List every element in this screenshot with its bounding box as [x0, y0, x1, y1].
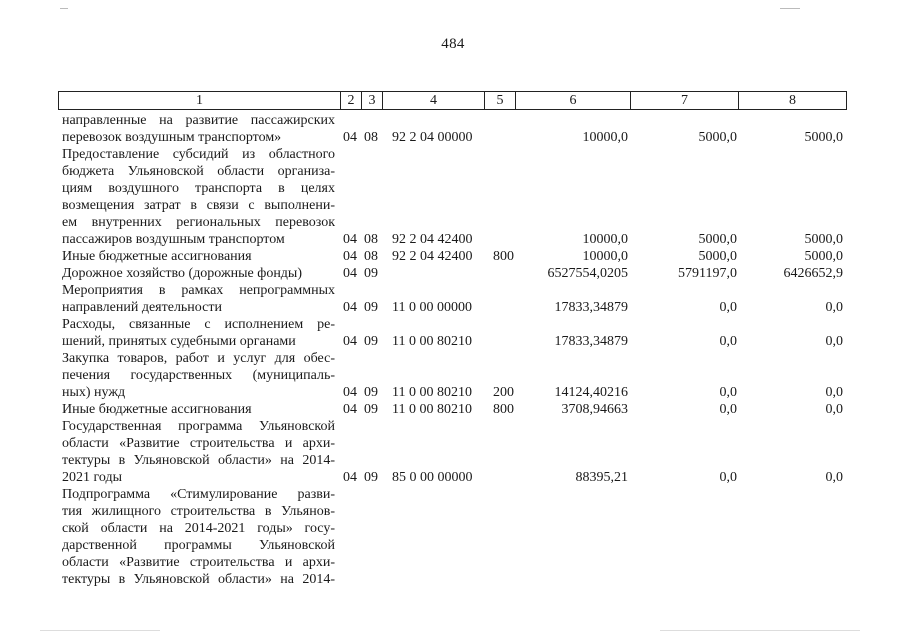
amount-col-7: 0,0: [719, 300, 737, 315]
row-text-line: ем внутренних региональных перевозок: [62, 215, 335, 230]
amount-col-6: 10000,0: [582, 249, 628, 264]
expense-type-code: 200: [493, 385, 514, 400]
section-code: 04: [343, 402, 357, 417]
section-code: 04: [343, 130, 357, 145]
amount-col-8: 0,0: [825, 385, 843, 400]
target-article-code: 11 0 00 80210: [392, 402, 472, 417]
row-text-line: Подпрограмма «Стимулирование разви-: [62, 487, 335, 502]
page-number: 484: [441, 36, 465, 52]
target-article-code: 11 0 00 80210: [392, 385, 472, 400]
table-header-row: [58, 91, 847, 110]
scan-speck: [780, 8, 800, 9]
row-text-line: пассажиров воздушным транспортом: [62, 232, 285, 247]
row-text-line: направлений деятельности: [62, 300, 222, 315]
amount-col-6: 17833,34879: [554, 300, 628, 315]
row-text-line: Предоставление субсидий из областного: [62, 147, 335, 162]
subsection-code: 09: [364, 470, 378, 485]
amount-col-7: 5791197,0: [678, 266, 737, 281]
amount-col-8: 5000,0: [804, 249, 843, 264]
section-code: 04: [343, 266, 357, 281]
row-text-line: тектуры в Ульяновской области» на 2014-: [62, 572, 335, 587]
scan-speck: [40, 630, 160, 631]
subsection-code: 09: [364, 266, 378, 281]
row-text-line: Закупка товаров, работ и услуг для обес-: [62, 351, 335, 366]
row-text-line: тия жилищного строительства в Ульянов-: [62, 504, 335, 519]
section-code: 04: [343, 334, 357, 349]
amount-col-6: 17833,34879: [554, 334, 628, 349]
subsection-code: 08: [364, 130, 378, 145]
amount-col-6: 3708,94663: [561, 402, 628, 417]
target-article-code: 11 0 00 00000: [392, 300, 472, 315]
target-article-code: 11 0 00 80210: [392, 334, 472, 349]
target-article-code: 92 2 04 42400: [392, 249, 473, 264]
section-code: 04: [343, 470, 357, 485]
target-article-code: 92 2 04 00000: [392, 130, 473, 145]
subsection-code: 09: [364, 334, 378, 349]
amount-col-7: 5000,0: [698, 232, 737, 247]
column-header-2: 2: [340, 92, 361, 109]
amount-col-6: 14124,40216: [554, 385, 628, 400]
row-text-line: ской области на 2014-2021 годы» госу-: [62, 521, 335, 536]
amount-col-8: 0,0: [825, 300, 843, 315]
amount-col-6: 88395,21: [575, 470, 628, 485]
row-text-line: дарственной программы Ульяновской: [62, 538, 335, 553]
row-text-line: циям воздушного транспорта в целях: [62, 181, 335, 196]
row-text-line: Дорожное хозяйство (дорожные фонды): [62, 266, 303, 281]
row-text-line: бюджета Ульяновской области организа-: [62, 164, 335, 179]
row-text-line: Государственная программа Ульяновской: [62, 419, 335, 434]
row-text-line: направленные на развитие пассажирских: [62, 113, 335, 128]
column-header-3: 3: [361, 92, 382, 109]
row-text-line: тектуры в Ульяновской области» на 2014-: [62, 453, 335, 468]
amount-col-8: 5000,0: [804, 130, 843, 145]
amount-col-7: 0,0: [719, 402, 737, 417]
row-text-line: Иные бюджетные ассигнования: [62, 402, 252, 417]
amount-col-8: 0,0: [825, 334, 843, 349]
section-code: 04: [343, 249, 357, 264]
row-text-line: шений, принятых судебными органами: [62, 334, 296, 349]
amount-col-7: 5000,0: [698, 130, 737, 145]
amount-col-7: 0,0: [719, 334, 737, 349]
subsection-code: 09: [364, 402, 378, 417]
row-text-line: Иные бюджетные ассигнования: [62, 249, 252, 264]
section-code: 04: [343, 232, 357, 247]
expense-type-code: 800: [493, 249, 514, 264]
section-code: 04: [343, 300, 357, 315]
amount-col-6: 10000,0: [582, 130, 628, 145]
column-header-6: 6: [515, 92, 630, 109]
amount-col-6: 10000,0: [582, 232, 628, 247]
subsection-code: 09: [364, 300, 378, 315]
amount-col-6: 6527554,0205: [547, 266, 628, 281]
amount-col-7: 5000,0: [698, 249, 737, 264]
column-header-4: 4: [382, 92, 484, 109]
target-article-code: 85 0 00 00000: [392, 470, 473, 485]
row-text-line: области «Развитие строительства и архи-: [62, 436, 335, 451]
scan-speck: [60, 8, 68, 9]
row-text-line: перевозок воздушным транспортом»: [62, 130, 282, 145]
subsection-code: 08: [364, 249, 378, 264]
row-text-line: печения государственных (муниципаль-: [62, 368, 335, 383]
row-text-line: Расходы, связанные с исполнением ре-: [62, 317, 335, 332]
amount-col-8: 0,0: [825, 402, 843, 417]
row-text-line: возмещения затрат в связи с выполнени-: [62, 198, 335, 213]
column-header-5: 5: [484, 92, 515, 109]
column-header-1: 1: [58, 92, 340, 109]
expense-type-code: 800: [493, 402, 514, 417]
column-header-7: 7: [630, 92, 738, 109]
target-article-code: 92 2 04 42400: [392, 232, 473, 247]
amount-col-7: 0,0: [719, 385, 737, 400]
row-text-line: 2021 годы: [62, 470, 123, 485]
subsection-code: 08: [364, 232, 378, 247]
row-text-line: ных) нужд: [62, 385, 126, 400]
amount-col-8: 0,0: [825, 470, 843, 485]
section-code: 04: [343, 385, 357, 400]
scan-speck: [660, 630, 860, 631]
amount-col-7: 0,0: [719, 470, 737, 485]
column-header-8: 8: [738, 92, 847, 109]
subsection-code: 09: [364, 385, 378, 400]
row-text-line: Мероприятия в рамках непрограммных: [62, 283, 335, 298]
amount-col-8: 6426652,9: [783, 266, 843, 281]
amount-col-8: 5000,0: [804, 232, 843, 247]
row-text-line: области «Развитие строительства и архи-: [62, 555, 335, 570]
